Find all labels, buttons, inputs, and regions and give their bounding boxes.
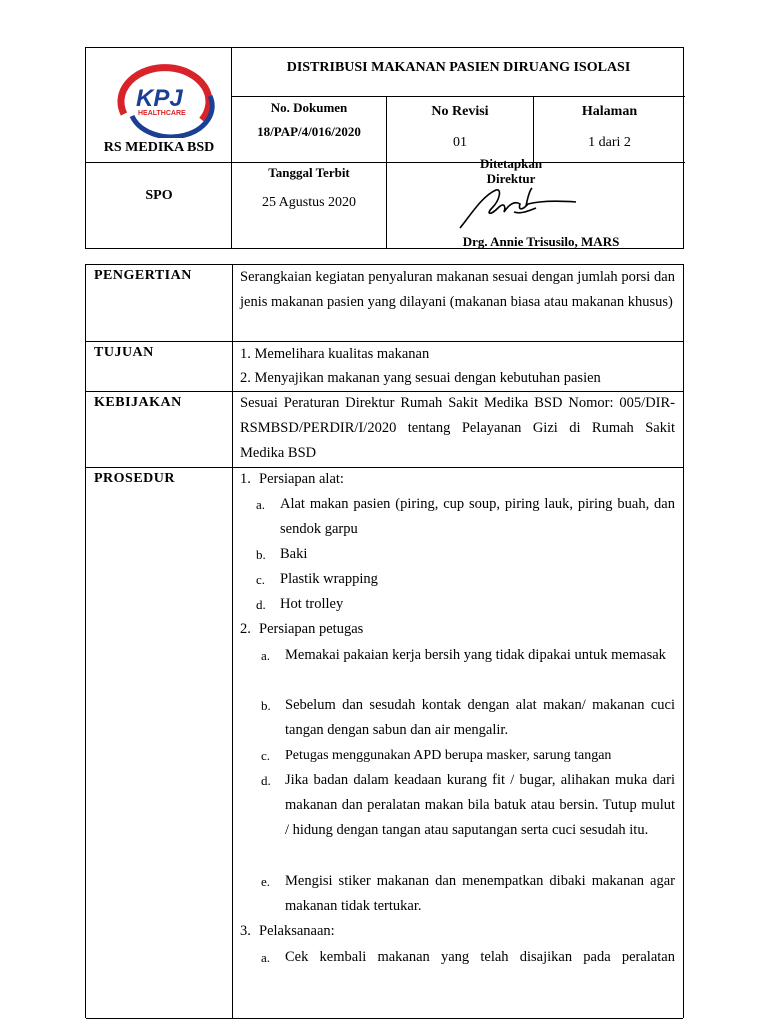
step-1a-letter: a. [256, 497, 266, 512]
step-2-title: Persiapan petugas [259, 621, 364, 637]
no-dokumen-value: 18/PAP/4/016/2020 [257, 124, 361, 139]
document-header-table [85, 47, 684, 249]
tanggal-terbit-label: Tanggal Terbit [268, 165, 350, 180]
step-1c-letter: c. [256, 572, 266, 587]
step-1b-text: Baki [280, 546, 308, 562]
direktur-name: Drg. Annie Trisusilo, MARS [462, 234, 620, 249]
logo-subtext: HEALTHCARE [138, 110, 186, 117]
tujuan-item-1: 1. Memelihara kualitas makanan [240, 346, 430, 362]
step-1b-letter: b. [256, 547, 266, 562]
step-3-title: Pelaksanaan: [259, 923, 335, 939]
procedure-table [85, 264, 684, 1018]
tujuan-item-2: 2. Menyajikan makanan yang sesuai dengan kebutuhan pasien [240, 370, 601, 386]
step-2c-letter: c. [261, 748, 271, 763]
kebijakan-label: KEBIJAKAN [94, 395, 182, 410]
document-title: DISTRIBUSI MAKANAN PASIEN DIRUANG ISOLASI [286, 60, 631, 75]
hospital-name: RS MEDIKA BSD [103, 140, 215, 155]
halaman-value: 1 dari 2 [588, 135, 631, 150]
halaman-label: Halaman [581, 104, 638, 119]
step-2e-text: Mengisi stiker makanan dan menempatkan dibaki makanan agar makanan tidak tertukar. [285, 873, 675, 914]
step-1a-text: Alat makan pasien (piring, cup soup, piring lauk, piring buah, dan sendok garpu [280, 496, 675, 537]
step-1-number: 1. [240, 471, 251, 487]
direktur-label: Direktur [486, 171, 536, 186]
step-1d-letter: d. [256, 597, 266, 612]
step-2e-letter: e. [261, 874, 271, 889]
no-revisi-value: 01 [453, 135, 467, 150]
step-3a-text: Cek kembali makanan yang telah disajikan pada peralatan [285, 949, 675, 965]
kebijakan-text: Sesuai Peraturan Direktur Rumah Sakit Medika BSD Nomor: 005/DIR-RSMBSD/PERDIR/I/2020 tentang Pelayanan Gizi di Rumah Sakit Medika BSD [240, 395, 675, 461]
step-2a-text: Memakai pakaian kerja bersih yang tidak dipakai untuk memasak [285, 647, 666, 663]
step-3a-letter: a. [261, 950, 271, 965]
step-2d-text: Jika badan dalam keadaan kurang fit / bugar, alihakan muka dari makanan dan peralatan makan bila batuk atau bersin. Tutup mulut / hidung dengan tangan atau saputangan serta cuci sesudah itu. [285, 772, 675, 838]
step-2b-letter: b. [261, 698, 271, 713]
prosedur-label: PROSEDUR [94, 471, 176, 486]
no-dokumen-label: No. Dokumen [270, 100, 348, 115]
step-3-number: 3. [240, 923, 251, 939]
step-1d-text: Hot trolley [280, 596, 344, 612]
step-2a-letter: a. [261, 648, 271, 663]
director-signature [456, 186, 596, 236]
kpj-healthcare-logo [106, 56, 226, 138]
logo-text: KPJ [136, 85, 183, 112]
pengertian-text: Serangkaian kegiatan penyaluran makanan sesuai dengan jumlah porsi dan jenis makanan pasien yang dilayani (makanan biasa atau makanan khusus) [240, 269, 675, 310]
tanggal-terbit-value: 25 Agustus 2020 [261, 195, 357, 210]
tujuan-label: TUJUAN [94, 345, 154, 360]
no-revisi-label: No Revisi [431, 104, 489, 119]
step-1c-text: Plastik wrapping [280, 571, 378, 587]
step-2-number: 2. [240, 621, 251, 637]
step-2d-letter: d. [261, 773, 271, 788]
ditetapkan-label: Ditetapkan [479, 156, 543, 171]
step-1-title: Persiapan alat: [259, 471, 344, 487]
doc-type: SPO [145, 188, 173, 203]
step-2c-text: Petugas menggunakan APD berupa masker, sarung tangan [285, 748, 612, 763]
pengertian-label: PENGERTIAN [94, 268, 192, 283]
step-2b-text: Sebelum dan sesudah kontak dengan alat makan/ makanan cuci tangan dengan sabun dan air mengalir. [285, 697, 675, 738]
